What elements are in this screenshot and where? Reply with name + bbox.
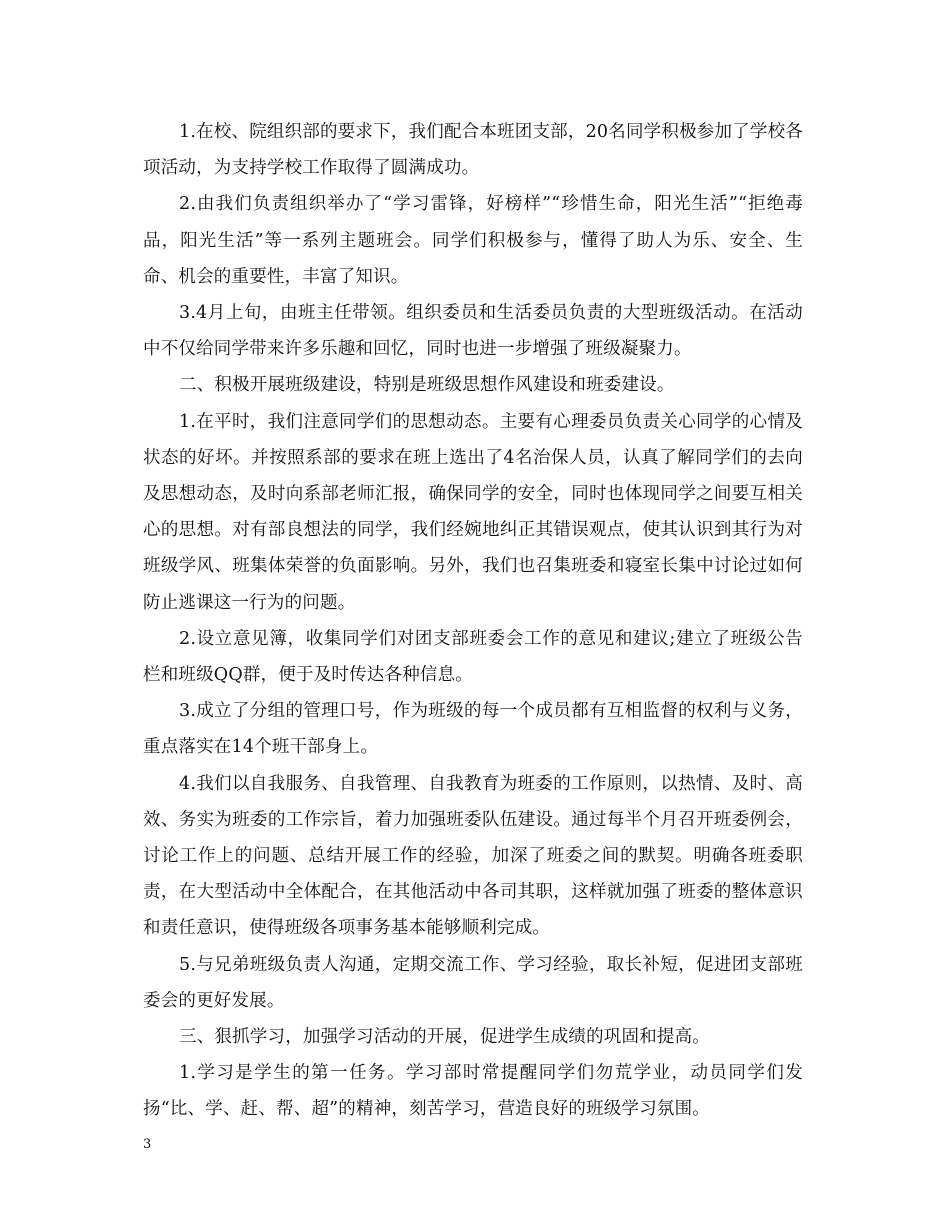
paragraph-building-2: 2.设立意见簿，收集同学们对团支部班委会工作的意见和建议;建立了班级公告栏和班级QQ群，便于及时传达各种信息。 [143,628,803,686]
section-heading-study: 三、狠抓学习，加强学习活动的开展，促进学生成绩的巩固和提高。 [179,1027,710,1048]
section-heading-class-building: 二、积极开展班级建设，特别是班级思想作风建设和班委建设。 [179,375,675,396]
paragraph-activity-1: 1.在校、院组织部的要求下，我们配合本班团支部，20名同学积极参加了学校各项活动，为支持学校工作取得了圆满成功。 [143,122,803,179]
paragraph-building-3: 3.成立了分组的管理口号，作为班级的每一个成员都有互相监督的权利与义务，重点落实在14个班干部身上。 [143,701,803,758]
paragraph-building-5: 5.与兄弟班级负责人沟通，定期交流工作、学习经验，取长补短，促进团支部班委会的更好发展。 [143,954,803,1011]
paragraph-activity-2: 2.由我们负责组织举办了“学习雷锋，好榜样”“珍惜生命，阳光生活”“拒绝毒品，阳光生活”等一系列主题班会。同学们积极参与，懂得了助人为乐、安全、生命、机会的重要性，丰富了知识。 [143,194,803,287]
paragraph-building-1: 1.在平时，我们注意同学们的思想动态。主要有心理委员负责关心同学的心情及状态的好坏。并按照系部的要求在班上选出了4名治保人员，认真了解同学们的去向及思想动态，及时向系部老师汇报，确保同学的安全，同时也体现同学之间要互相关心的思想。对有部良想法的同学，我们经婉地纠正其错误观点，使其认识到其行为对班级学风、班集体荣誉的负面影响。另外，我们也召集班委和寝室长集中讨论过如何防止逃课这一行为的问题。 [143,411,803,613]
paragraph-study-1: 1.学习是学生的第一任务。学习部时常提醒同学们勿荒学业，动员同学们发扬“比、学、赶、帮、超”的精神，刻苦学习，营造良好的班级学习氛围。 [143,1063,803,1120]
document-body [143,114,803,1128]
paragraph-activity-3: 3.4月上旬，由班主任带领。组织委员和生活委员负责的大型班级活动。在活动中不仅给同学带来许多乐趣和回忆，同时也进一步增强了班级凝聚力。 [143,303,803,360]
page-number: 3 [143,1137,152,1152]
paragraph-building-4: 4.我们以自我服务、自我管理、自我教育为班委的工作原则，以热情、及时、高效、务实为班委的工作宗旨，着力加强班委队伍建设。通过每半个月召开班委例会，讨论工作上的问题、总结开展工作的经验，加深了班委之间的默契。明确各班委职责，在大型活动中全体配合，在其他活动中各司其职，这样就加强了班委的整体意识和责任意识，使得班级各项事务基本能够顺利完成。 [143,773,803,939]
